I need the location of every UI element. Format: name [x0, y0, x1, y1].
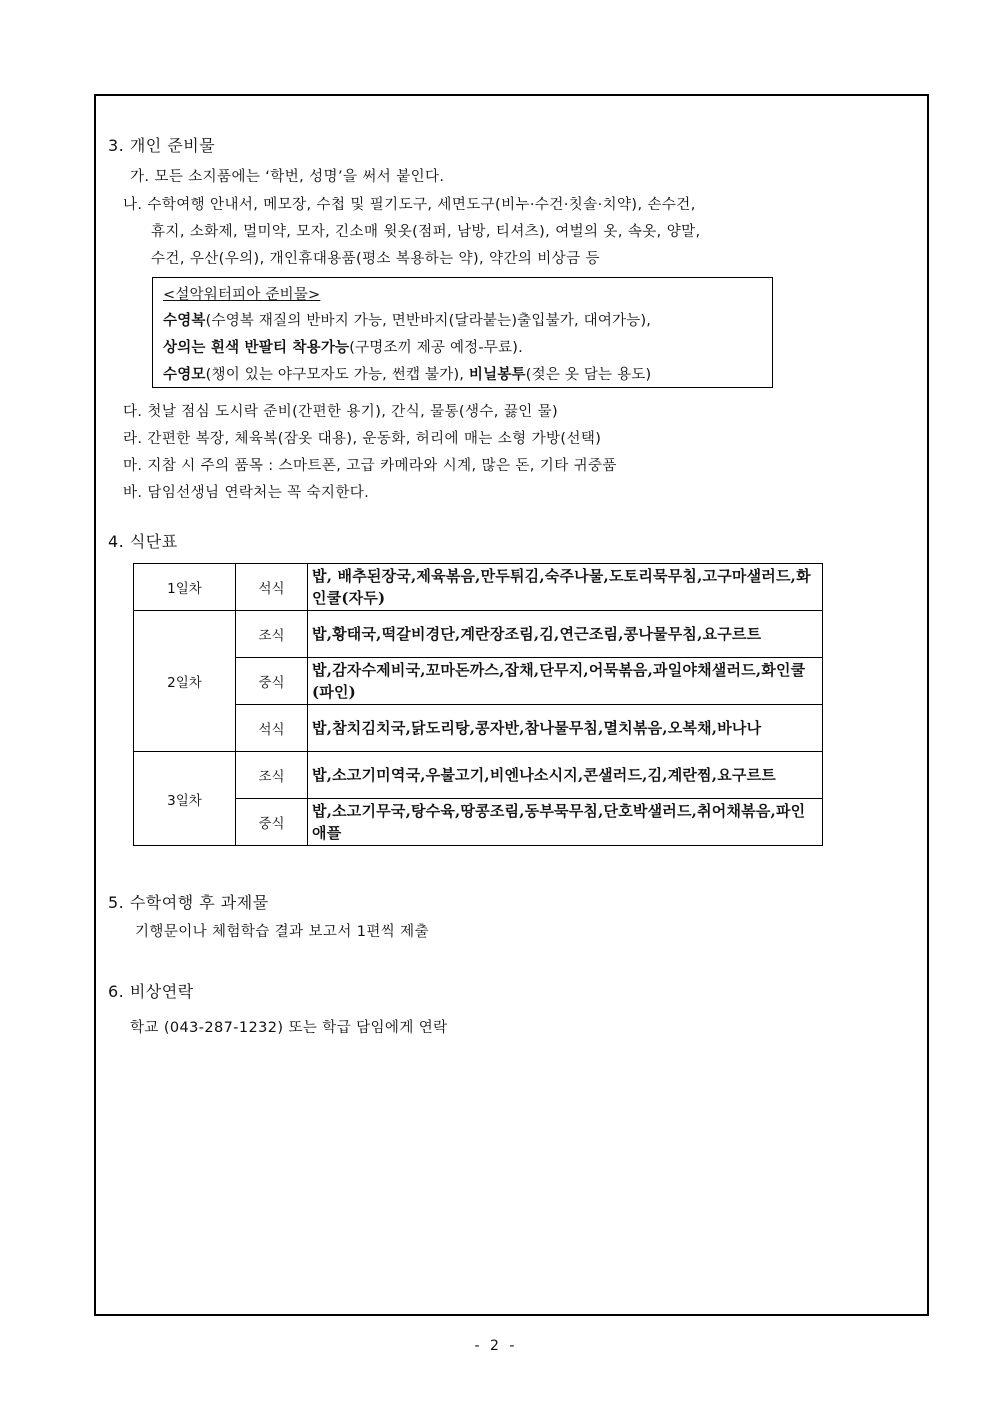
- food-cell: 밥, 배추된장국,제육볶음,만두튀김,숙주나물,도토리묵무침,고구마샐러드,화인쿨(자두): [308, 564, 823, 611]
- meal-table: [133, 563, 823, 846]
- swimcap-detail: (챙이 있는 야구모자도 가능, 썬캡 불가),: [205, 367, 469, 383]
- swimcap-label: 수영모: [163, 367, 206, 383]
- meal-cell: 중식: [236, 658, 308, 705]
- item-ga: 가. 모든 소지품에는 ‘학번, 성명’을 써서 붙인다.: [130, 169, 445, 185]
- item-da: 다. 첫날 점심 도시락 준비(간편한 용기), 간식, 물통(생수, 끓인 물): [123, 404, 559, 420]
- meal-cell: 석식: [236, 564, 308, 611]
- swimsuit-detail: (수영복 재질의 반바지 가능, 면반바지(달라붙는)출입불가, 대여가능),: [205, 313, 652, 329]
- table-row: [134, 799, 823, 846]
- meal-cell: 석식: [236, 705, 308, 752]
- waterpia-heading: [163, 283, 320, 304]
- item-na-line2: 휴지, 소화제, 멀미약, 모자, 긴소매 윗옷(점퍼, 남방, 티셔츠), 여벌의 옷, 속옷, 양말,: [151, 224, 701, 240]
- table-row: [134, 564, 823, 611]
- section-6-title: 6. 비상연락: [108, 982, 194, 1001]
- food-cell: 밥,참치김치국,닭도리탕,콩자반,참나물무침,멸치볶음,오복채,바나나: [308, 705, 823, 752]
- food-cell: 밥,감자수제비국,꼬마돈까스,잡채,단무지,어묵볶음,과일야채샐러드,화인쿨(파인): [308, 658, 823, 705]
- plastic-bag-label: 비닐봉투: [468, 367, 526, 383]
- waterpia-box: [152, 277, 773, 388]
- food-cell: 밥,황태국,떡갈비경단,계란장조림,김,연근조림,콩나물무침,요구르트: [308, 611, 823, 658]
- item-na-line3: 수건, 우산(우의), 개인휴대용품(평소 복용하는 약), 약간의 비상금 등: [151, 251, 600, 267]
- plastic-bag-detail: (젖은 옷 담는 용도): [525, 367, 652, 383]
- item-ba: 바. 담임선생님 연락처는 꼭 숙지한다.: [123, 485, 370, 501]
- section-4-title: 4. 식단표: [108, 532, 178, 551]
- section-5-body: 기행문이나 체험학습 결과 보고서 1편씩 제출: [135, 924, 429, 940]
- page-number: - 2 -: [474, 1338, 518, 1354]
- table-row: [134, 658, 823, 705]
- meal-cell: 조식: [236, 611, 308, 658]
- top-detail: (구명조끼 제공 예정-무료).: [349, 340, 523, 356]
- day-cell: 1일차: [134, 564, 236, 611]
- day-cell: 3일차: [134, 752, 236, 846]
- food-cell: 밥,소고기무국,탕수육,땅콩조림,동부묵무침,단호박샐러드,취어채볶음,파인애플: [308, 799, 823, 846]
- waterpia-line-3: [163, 363, 651, 384]
- table-row: [134, 752, 823, 799]
- table-row: [134, 705, 823, 752]
- swimsuit-label: 수영복: [163, 313, 206, 329]
- item-na-line1: 나. 수학여행 안내서, 메모장, 수첩 및 필기도구, 세면도구(비누·수건·칫솔·치약), 손수건,: [123, 197, 696, 213]
- table-row: [134, 611, 823, 658]
- waterpia-heading-text: <설악워터피아 준비물>: [163, 287, 321, 303]
- item-ra: 라. 간편한 복장, 체육복(잠옷 대용), 운동화, 허리에 매는 소형 가방(선택): [123, 431, 602, 447]
- food-cell: 밥,소고기미역국,우불고기,비엔나소시지,콘샐러드,김,계란찜,요구르트: [308, 752, 823, 799]
- item-ma: 마. 지참 시 주의 품목 : 스마트폰, 고급 카메라와 시계, 많은 돈, 기타 귀중품: [123, 458, 617, 474]
- waterpia-line-2: [163, 336, 523, 357]
- meal-cell: 중식: [236, 799, 308, 846]
- section-3-title: 3. 개인 준비물: [108, 136, 216, 155]
- meal-cell: 조식: [236, 752, 308, 799]
- day-cell: 2일차: [134, 611, 236, 752]
- top-label: 상의는 흰색 반팔티 착용가능: [163, 340, 350, 356]
- waterpia-line-1: [163, 309, 651, 330]
- section-6-body: 학교 (043-287-1232) 또는 학급 담임에게 연락: [130, 1020, 448, 1036]
- section-5-title: 5. 수학여행 후 과제물: [108, 893, 269, 912]
